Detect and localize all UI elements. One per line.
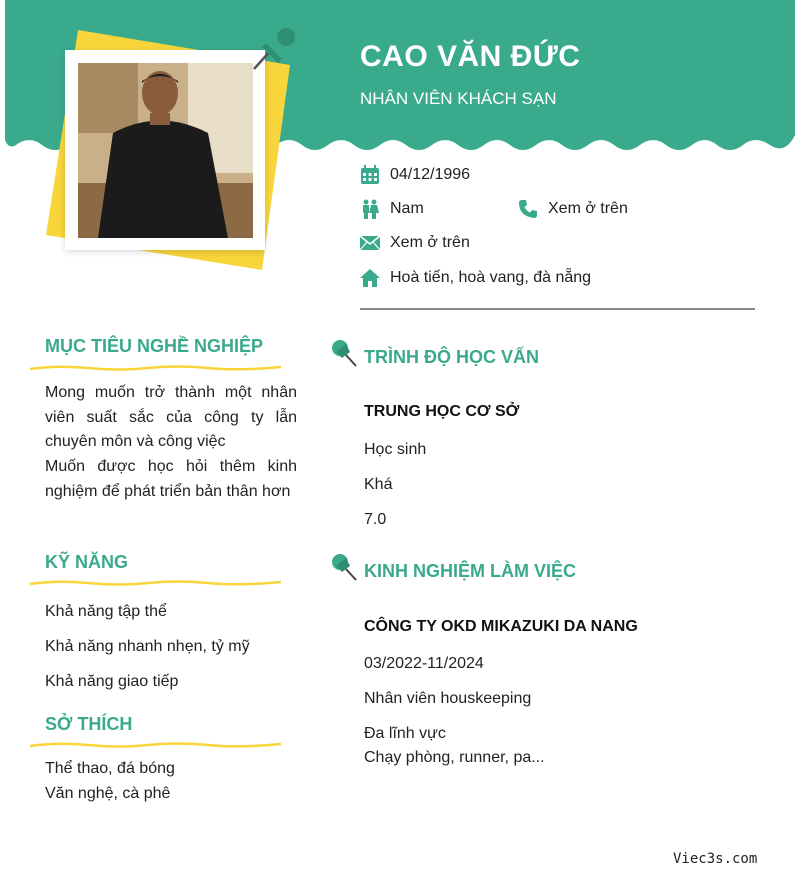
objective-title: MỤC TIÊU NGHỀ NGHIỆP — [45, 336, 264, 356]
skill-item: Khả năng tập thể — [45, 603, 167, 620]
job-title: NHÂN VIÊN KHÁCH SẠN — [360, 89, 557, 108]
phone-value: Xem ở trên — [548, 200, 628, 217]
candidate-name: CAO VĂN ĐỨC — [360, 40, 581, 73]
company-name: CÔNG TY OKD MIKAZUKI DA NANG — [364, 618, 638, 635]
title-underline — [28, 739, 283, 751]
pushpin-icon — [330, 552, 358, 582]
avatar — [78, 63, 253, 238]
gender-icon — [360, 199, 380, 219]
education-level: Học sinh — [364, 441, 427, 458]
address-row — [360, 269, 591, 287]
education-grade: Khá — [364, 476, 393, 493]
title-underline — [28, 577, 283, 589]
phone-row — [518, 199, 628, 219]
education-score: 7.0 — [364, 511, 387, 528]
experience-title: KINH NGHIỆM LÀM VIỆC — [364, 561, 577, 581]
hobby-item: Thể thao, đá bóng — [45, 760, 175, 777]
email-value: Xem ở trên — [390, 234, 470, 251]
calendar-icon — [360, 165, 380, 185]
education-title: TRÌNH ĐỘ HỌC VẤN — [364, 347, 539, 367]
skill-item: Khả năng giao tiếp — [45, 673, 179, 690]
school-name: TRUNG HỌC CƠ SỞ — [364, 403, 520, 420]
gender-value: Nam — [390, 200, 424, 217]
gender-row — [360, 199, 424, 219]
pushpin-icon — [330, 338, 358, 368]
title-underline — [28, 362, 283, 374]
pin-icon — [248, 25, 302, 73]
birthday-row — [360, 165, 470, 185]
work-position: Nhân viên houskeeping — [364, 690, 532, 707]
objective-text-2: Muốn được học hỏi thêm kinh nghiệm để phát triển bản thân hơn — [45, 458, 297, 500]
objective-text-1: Mong muốn trở thành một nhân viên suất sắc của công ty lẫn chuyên môn và công việc — [45, 384, 297, 450]
divider — [360, 308, 755, 310]
skills-title: KỸ NĂNG — [45, 552, 129, 572]
profile-photo-area — [40, 25, 300, 275]
work-description-2: Chạy phòng, runner, pa... — [364, 749, 545, 766]
email-row — [360, 234, 470, 252]
home-icon — [360, 269, 380, 287]
work-description-1: Đa lĩnh vực — [364, 725, 446, 742]
watermark-site: Viec3s.com — [673, 851, 758, 867]
hobby-item: Văn nghệ, cà phê — [45, 785, 171, 802]
skill-item: Khả năng nhanh nhẹn, tỷ mỹ — [45, 638, 250, 655]
phone-icon — [518, 199, 538, 219]
photo-frame — [65, 50, 265, 250]
birthday-value: 04/12/1996 — [390, 166, 471, 183]
work-period: 03/2022-11/2024 — [364, 655, 484, 672]
email-icon — [360, 235, 380, 251]
hobbies-title: SỞ THÍCH — [45, 714, 133, 734]
address-value: Hoà tiến, hoà vang, đà nẵng — [390, 269, 592, 286]
